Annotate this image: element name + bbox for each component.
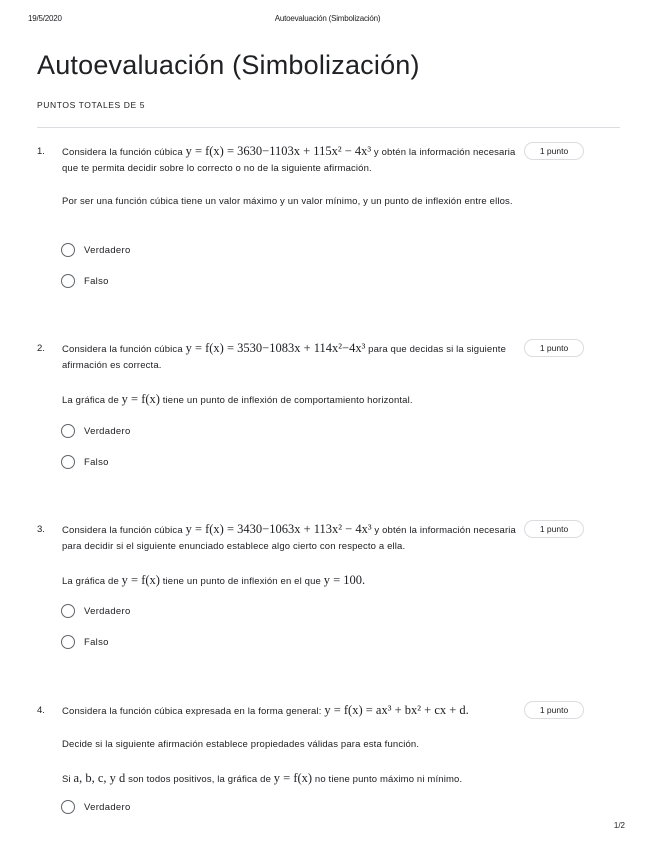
math-expression: y = f(x) = ax³ + bx² + cx + d. (324, 703, 469, 717)
option-label: Falso (84, 275, 109, 287)
option-verdadero[interactable] (61, 423, 131, 439)
option-falso[interactable] (61, 454, 131, 470)
question-body (62, 702, 524, 805)
options-list (61, 242, 131, 304)
question-body (62, 143, 524, 227)
question-body (62, 521, 524, 607)
total-points: PUNTOS TOTALES DE 5 (37, 100, 146, 110)
question-number: 4. (37, 705, 45, 716)
question-body (62, 340, 524, 426)
radio-button[interactable] (61, 455, 75, 469)
question-statement: La gráfica de y = f(x) tiene un punto de inflexión en el que y = 100. (62, 573, 366, 587)
math-expression: y = f(x) (121, 573, 160, 587)
radio-button[interactable] (61, 604, 75, 618)
question-intro: Considera la función cúbica y = f(x) = 3630−1103x + 115x² − 4x³ y obtén la información necesaria que te permita decidir sobre lo correcto o no de la siguiente afirmación. (62, 144, 516, 174)
math-expression: y = f(x) (273, 771, 313, 785)
question-statement: La gráfica de y = f(x) tiene un punto de inflexión de comportamiento horizontal. (62, 392, 413, 406)
option-label: Verdadero (84, 425, 131, 437)
option-label: Verdadero (84, 605, 131, 617)
math-expression: a, b, c, y d (73, 771, 126, 785)
radio-button[interactable] (61, 800, 75, 814)
option-verdadero[interactable] (61, 603, 131, 619)
option-label: Verdadero (84, 244, 131, 256)
math-expression: y = f(x) = 3530−1083x + 114x²−4x³ (185, 341, 366, 355)
math-expression: y = f(x) = 3630−1103x + 115x² − 4x³ (185, 144, 372, 158)
question-number: 1. (37, 146, 45, 157)
question-intro: Considera la función cúbica expresada en la forma general: y = f(x) = ax³ + bx² + cx + d. (62, 703, 469, 717)
question-intro: Considera la función cúbica y = f(x) = 3430−1063x + 113x² − 4x³ y obtén la información necesaria para decidir si el siguiente enunciado establece algo cierto con respecto a ella. (62, 522, 516, 552)
option-label: Verdadero (84, 801, 131, 813)
option-falso[interactable] (61, 634, 131, 650)
radio-button[interactable] (61, 635, 75, 649)
page-number: 1/2 (613, 821, 625, 830)
question-statement: Por ser una función cúbica tiene un valor máximo y un valor mínimo, y un punto de inflexión entre ellos. (62, 196, 513, 207)
math-expression: y = 100. (323, 573, 366, 587)
option-label: Falso (84, 456, 109, 468)
options-list (61, 799, 131, 830)
question-instruction: Decide si la siguiente afirmación establece propiedades válidas para esta función. (62, 739, 420, 750)
question-statement: Si a, b, c, y d son todos positivos, la gráfica de y = f(x) no tiene punto máximo ni mínimo. (62, 771, 463, 785)
question-intro: Considera la función cúbica y = f(x) = 3530−1083x + 114x²−4x³ para que decidas si la siguiente afirmación es correcta. (62, 341, 507, 371)
options-list (61, 423, 131, 485)
radio-button[interactable] (61, 274, 75, 288)
option-verdadero[interactable] (61, 799, 131, 815)
points-badge: 1 punto (524, 701, 584, 719)
print-header-title: Autoevaluación (Simbolización) (274, 14, 381, 23)
math-expression: y = f(x) (121, 392, 160, 406)
radio-button[interactable] (61, 243, 75, 257)
print-date: 19/5/2020 (28, 14, 62, 23)
math-expression: y = f(x) = 3430−1063x + 113x² − 4x³ (185, 522, 372, 536)
option-label: Falso (84, 636, 109, 648)
option-verdadero[interactable] (61, 242, 131, 258)
question-number: 3. (37, 524, 45, 535)
divider (37, 127, 620, 128)
page-title: Autoevaluación (Simbolización) (37, 50, 420, 80)
options-list (61, 603, 131, 665)
radio-button[interactable] (61, 424, 75, 438)
points-badge: 1 punto (524, 520, 584, 538)
points-badge: 1 punto (524, 339, 584, 357)
question-number: 2. (37, 343, 45, 354)
option-falso[interactable] (61, 273, 131, 289)
points-badge: 1 punto (524, 142, 584, 160)
